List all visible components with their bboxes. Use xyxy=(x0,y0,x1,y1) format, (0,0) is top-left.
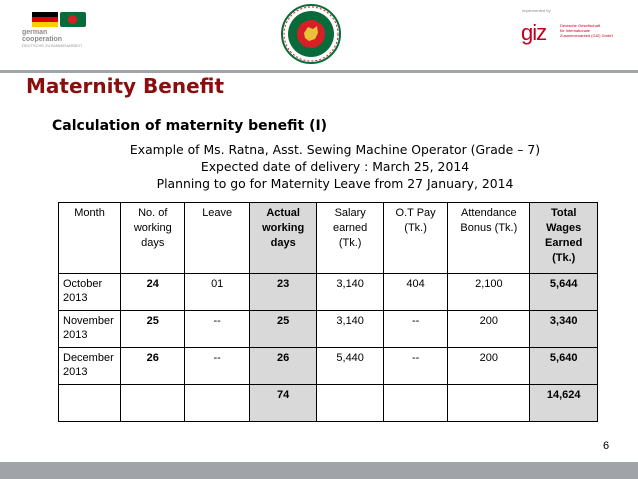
example-line-leave: Planning to go for Maternity Leave from 27 January, 2014 xyxy=(156,176,514,191)
cell-total-wages: 5,640 xyxy=(530,348,598,385)
cell-actual-days: 25 xyxy=(249,311,317,348)
header-ot-pay: O.T Pay (Tk.) xyxy=(383,203,447,274)
example-line-employee: Example of Ms. Ratna, Asst. Sewing Machine Operator (Grade – 7) xyxy=(129,142,541,157)
german-cooperation-logo xyxy=(22,12,102,48)
cell-month: November 2013 xyxy=(59,311,121,348)
header-actual-working-days: Actual working days xyxy=(249,203,317,274)
header-working-days: No. of working days xyxy=(121,203,185,274)
logo-text-german: german xyxy=(22,29,48,36)
cell-ot-pay: -- xyxy=(383,311,447,348)
giz-implemented-by: Implemented by xyxy=(522,8,551,13)
giz-sub-line3: Zusammenarbeit (GIZ) GmbH xyxy=(560,33,614,38)
cell-ot-pay xyxy=(383,385,447,422)
table-row xyxy=(59,311,598,348)
cell-salary: 3,140 xyxy=(317,274,383,311)
table-total-row xyxy=(59,385,598,422)
cell-actual-days-total: 74 xyxy=(249,385,317,422)
giz-sub-line2: für Internationale xyxy=(560,28,591,33)
cell-ot-pay: -- xyxy=(383,348,447,385)
header-attendance-bonus: Attendance Bonus (Tk.) xyxy=(448,203,530,274)
giz-subtitle xyxy=(560,23,613,38)
cell-actual-days: 26 xyxy=(249,348,317,385)
header-month: Month xyxy=(59,203,121,274)
cell-attendance-bonus: 2,100 xyxy=(448,274,530,311)
cell-actual-days: 23 xyxy=(249,274,317,311)
cell-month: December 2013 xyxy=(59,348,121,385)
german-flag-icon xyxy=(32,12,58,27)
cell-working-days: 24 xyxy=(121,274,185,311)
cell-salary xyxy=(317,385,383,422)
cell-salary: 3,140 xyxy=(317,311,383,348)
cell-total-wages-sum: 14,624 xyxy=(530,385,598,422)
giz-logo: giz xyxy=(521,20,547,45)
logo-text-deutsche: DEUTSCHE ZUSAMMENARBEIT xyxy=(22,43,83,48)
cell-leave: -- xyxy=(185,348,249,385)
giz-sub-line1: Deutsche Gesellschaft xyxy=(560,23,601,28)
example-block xyxy=(100,141,570,192)
cell-total-wages: 5,644 xyxy=(530,274,598,311)
maternity-benefit-table xyxy=(58,202,598,422)
cell-attendance-bonus: 200 xyxy=(448,311,530,348)
logo-text-cooperation: cooperation xyxy=(22,36,63,43)
cell-attendance-bonus: 200 xyxy=(448,348,530,385)
cell-month: October 2013 xyxy=(59,274,121,311)
cell-leave: 01 xyxy=(185,274,249,311)
footer-bar xyxy=(0,462,638,479)
cell-total-wages: 3,340 xyxy=(530,311,598,348)
cell-working-days xyxy=(121,385,185,422)
page-number: 6 xyxy=(603,440,610,452)
government-seal-icon xyxy=(280,3,342,65)
header-rule xyxy=(0,70,638,73)
header-total-wages: Total Wages Earned (Tk.) xyxy=(530,203,598,274)
slide-subtitle: Calculation of maternity benefit (I) xyxy=(52,118,328,134)
slide-title: Maternity Benefit xyxy=(26,74,225,98)
cell-leave: -- xyxy=(185,311,249,348)
table-header-row xyxy=(59,203,598,274)
cell-working-days: 26 xyxy=(121,348,185,385)
cell-ot-pay: 404 xyxy=(383,274,447,311)
cell-working-days: 25 xyxy=(121,311,185,348)
table-row xyxy=(59,348,598,385)
flags-icon xyxy=(22,12,102,28)
bangladesh-flag-icon xyxy=(60,12,86,27)
cell-month xyxy=(59,385,121,422)
header-salary: Salary earned (Tk.) xyxy=(317,203,383,274)
cell-attendance-bonus xyxy=(448,385,530,422)
header-leave: Leave xyxy=(185,203,249,274)
example-line-delivery: Expected date of delivery : March 25, 2014 xyxy=(200,159,470,174)
table-row xyxy=(59,274,598,311)
cell-leave xyxy=(185,385,249,422)
cell-salary: 5,440 xyxy=(317,348,383,385)
